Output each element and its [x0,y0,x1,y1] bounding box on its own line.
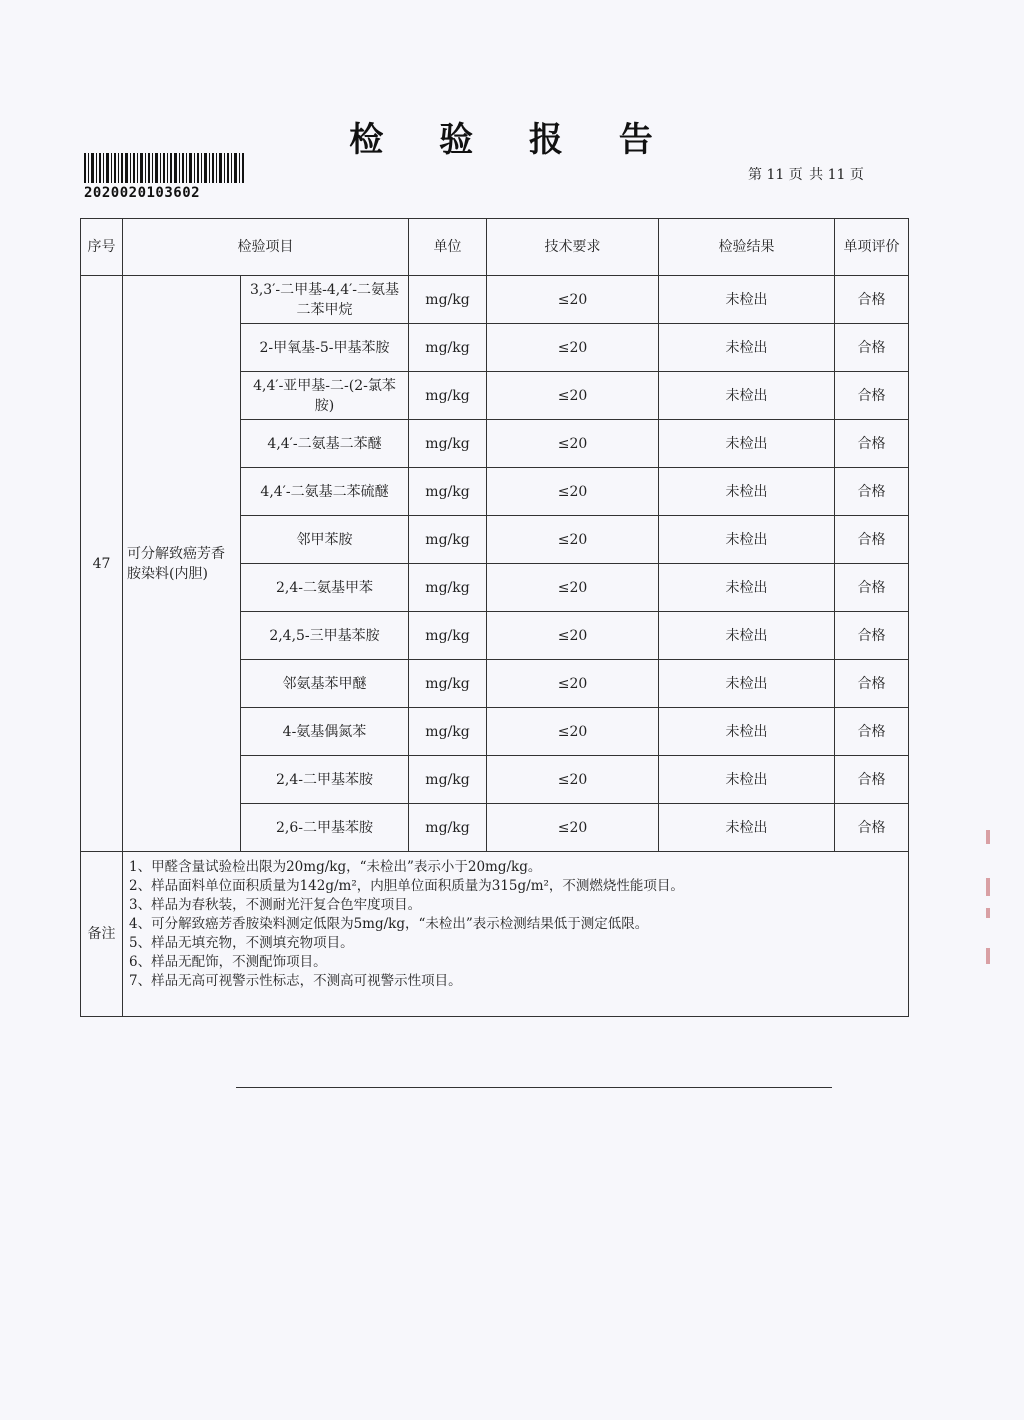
result-cell: 未检出 [659,468,835,516]
table-header-row [81,219,909,276]
unit-cell: mg/kg [409,420,487,468]
item-name: 2,6-二甲基苯胺 [241,804,409,852]
requirement-cell: ≤20 [487,420,659,468]
unit-cell: mg/kg [409,708,487,756]
unit-cell: mg/kg [409,660,487,708]
result-cell: 未检出 [659,708,835,756]
note-line: 1、甲醛含量试验检出限为20mg/kg，“未检出”表示小于20mg/kg。 [129,859,542,875]
evaluation-cell: 合格 [835,756,909,804]
unit-cell: mg/kg [409,756,487,804]
unit-cell: mg/kg [409,516,487,564]
note-line: 6、样品无配饰，不测配饰项目。 [129,954,327,970]
unit-cell: mg/kg [409,468,487,516]
notes-content [123,852,909,1017]
signature-line [236,1087,832,1088]
evaluation-cell: 合格 [835,372,909,420]
unit-cell: mg/kg [409,612,487,660]
note-line: 7、样品无高可视警示性标志，不测高可视警示性项目。 [129,973,462,989]
item-name: 邻甲苯胺 [241,516,409,564]
unit-cell: mg/kg [409,372,487,420]
requirement-cell: ≤20 [487,468,659,516]
result-cell: 未检出 [659,660,835,708]
requirement-cell: ≤20 [487,804,659,852]
evaluation-cell: 合格 [835,324,909,372]
item-name: 2,4-二甲基苯胺 [241,756,409,804]
item-name: 4,4′-亚甲基-二-(2-氯苯胺) [241,372,409,420]
evaluation-cell: 合格 [835,612,909,660]
result-cell: 未检出 [659,420,835,468]
header-requirement: 技术要求 [487,219,659,276]
requirement-cell: ≤20 [487,276,659,324]
page-total: 共 11 页 [809,167,864,183]
notes-row [81,852,909,1017]
barcode-number: 2020020103602 [84,185,201,201]
requirement-cell: ≤20 [487,516,659,564]
requirement-cell: ≤20 [487,756,659,804]
evaluation-cell: 合格 [835,516,909,564]
evaluation-cell: 合格 [835,420,909,468]
result-cell: 未检出 [659,612,835,660]
unit-cell: mg/kg [409,564,487,612]
header-index: 序号 [81,219,123,276]
header-evaluation: 单项评价 [835,219,909,276]
requirement-cell: ≤20 [487,564,659,612]
table-row [81,276,909,324]
result-cell: 未检出 [659,372,835,420]
unit-cell: mg/kg [409,276,487,324]
note-line: 3、样品为春秋装，不测耐光汗复合色牢度项目。 [129,897,422,913]
note-line: 2、样品面料单位面积质量为142g/m²，内胆单位面积质量为315g/m²，不测燃烧性能项目。 [129,878,684,894]
requirement-cell: ≤20 [487,708,659,756]
unit-cell: mg/kg [409,324,487,372]
evaluation-cell: 合格 [835,564,909,612]
item-name: 4,4′-二氨基二苯硫醚 [241,468,409,516]
item-name: 4-氨基偶氮苯 [241,708,409,756]
inspection-table [80,218,909,1017]
report-title: 检 验 报 告 [349,120,675,160]
evaluation-cell: 合格 [835,804,909,852]
notes-label: 备注 [81,852,123,1017]
result-cell: 未检出 [659,276,835,324]
result-cell: 未检出 [659,564,835,612]
unit-cell: mg/kg [409,804,487,852]
result-cell: 未检出 [659,516,835,564]
evaluation-cell: 合格 [835,468,909,516]
item-name: 2,4-二氨基甲苯 [241,564,409,612]
group-name: 可分解致癌芳香胺染料(内胆) [123,276,241,852]
header-unit: 单位 [409,219,487,276]
requirement-cell: ≤20 [487,660,659,708]
note-line: 4、可分解致癌芳香胺染料测定低限为5mg/kg，“未检出”表示检测结果低于测定低限。 [129,916,649,932]
header-result: 检验结果 [659,219,835,276]
result-cell: 未检出 [659,756,835,804]
item-name: 3,3′-二甲基-4,4′-二氨基二苯甲烷 [241,276,409,324]
requirement-cell: ≤20 [487,324,659,372]
group-index: 47 [81,276,123,852]
evaluation-cell: 合格 [835,276,909,324]
item-name: 4,4′-二氨基二苯醚 [241,420,409,468]
result-cell: 未检出 [659,324,835,372]
requirement-cell: ≤20 [487,372,659,420]
header-item: 检验项目 [123,219,409,276]
edge-stamp-mark [984,830,992,970]
item-name: 邻氨基苯甲醚 [241,660,409,708]
evaluation-cell: 合格 [835,708,909,756]
page-number: 第 11 页 [748,167,803,183]
result-cell: 未检出 [659,804,835,852]
requirement-cell: ≤20 [487,612,659,660]
evaluation-cell: 合格 [835,660,909,708]
barcode-image [84,153,244,183]
page-indicator [748,164,866,184]
note-line: 5、样品无填充物，不测填充物项目。 [129,935,354,951]
item-name: 2-甲氧基-5-甲基苯胺 [241,324,409,372]
item-name: 2,4,5-三甲基苯胺 [241,612,409,660]
